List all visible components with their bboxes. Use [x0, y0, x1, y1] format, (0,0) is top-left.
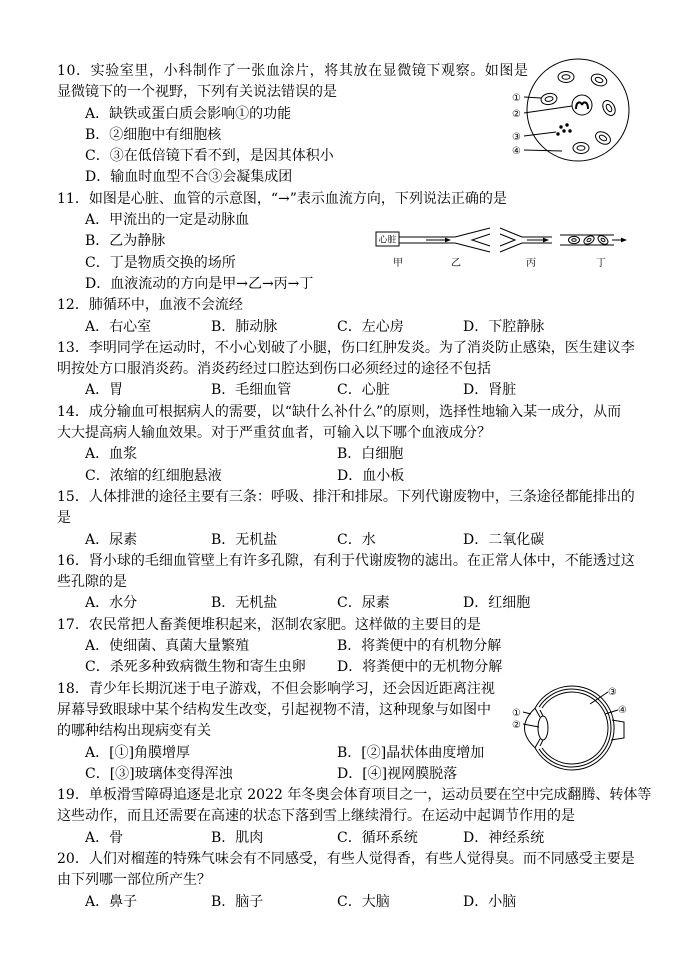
option-row [57, 636, 637, 657]
option-a: A．使细菌、真菌大量繁殖 [85, 638, 250, 655]
option-d: D．输血时血型不合③会凝集成团 [85, 169, 293, 186]
option-row [57, 380, 637, 401]
vessel-label-yi: 乙 [451, 258, 461, 269]
question-12 [57, 295, 637, 338]
figure-label-2: ② [512, 720, 521, 731]
option-row [57, 146, 637, 167]
option-d: D．将粪便中的无机物分解 [337, 659, 503, 676]
vessel-label-ding: 丁 [596, 258, 606, 269]
question-15 [57, 487, 637, 551]
option-b: B．肺动脉 [211, 318, 278, 335]
option-row [57, 231, 637, 252]
question-list [57, 61, 652, 913]
option-b: B．肌肉 [211, 829, 264, 846]
question-stem-line: 15．人体排泄的途径主要有三条：呼吸、排汗和排尿。下列代谢废物中，三条途径都能排出的 [57, 488, 635, 505]
question-stem-line: 屏幕导致眼球中某个结构发生改变，引起视物不清，这种现象与如图中 [57, 701, 491, 718]
vessel-label-bing: 丙 [526, 258, 536, 269]
option-b: B．将粪便中的有机物分解 [337, 638, 502, 655]
question-16 [57, 551, 637, 615]
option-d: D．下腔静脉 [463, 318, 545, 335]
option-row [57, 125, 637, 146]
option-d: D．血液流动的方向是甲→乙→丙→丁 [85, 275, 314, 292]
option-c: C．心脏 [337, 382, 390, 399]
option-a: A．骨 [85, 829, 124, 846]
option-a: A．尿素 [85, 531, 138, 548]
figure-label-1: ① [512, 708, 521, 719]
question-20 [57, 849, 637, 913]
question-11 [57, 189, 637, 295]
option-c: C．左心房 [337, 318, 404, 335]
figure-label-3: ③ [608, 687, 617, 698]
option-row [57, 253, 637, 274]
vessel-label-jia: 甲 [393, 258, 403, 269]
question-14 [57, 402, 637, 487]
option-b: B．②细胞中有细胞核 [85, 126, 222, 143]
option-row [57, 167, 637, 188]
option-row [57, 317, 637, 338]
figure-label-4: ④ [512, 146, 521, 157]
option-row [57, 530, 637, 551]
option-a: A．缺铁或蛋白质会影响①的功能 [85, 105, 292, 122]
figure-label-2: ② [512, 109, 521, 120]
option-b: B．[②]晶状体曲度增加 [337, 744, 485, 761]
option-row [57, 764, 637, 785]
question-stem-line: 明按处方口服消炎药。消炎药经过口腔达到伤口必须经过的途径不包括 [57, 361, 491, 378]
option-b: B．白细胞 [337, 446, 404, 463]
question-stem-line: 些孔隙的是 [57, 574, 127, 591]
question-stem-line: 18．青少年长期沉迷于电子游戏，不但会影响学习，还会因近距离注视 [57, 680, 495, 697]
question-stem-line: 大大提高病人输血效果。对于严重贫血者，可输入以下哪个血液成分？ [57, 425, 491, 442]
question-stem-line: 显微镜下的一个视野，下列有关说法错误的是 [57, 84, 337, 101]
figure-label-1: ① [512, 93, 521, 104]
question-stem-line: 这些动作，而且还需要在高速的状态下落到雪上继续滑行。在运动中起调节作用的是 [57, 808, 575, 825]
question-stem-line: 由下列哪一部位所产生？ [57, 872, 211, 889]
option-b: B．脑子 [211, 893, 264, 910]
question-stem-line: 14．成分输血可根据病人的需要，以“缺什么补什么”的原则，选择性地输入某一成分，从而 [57, 403, 622, 420]
question-stem-line: 17．农民常把人畜粪便堆积起来，沤制农家肥。这样做的主要目的是 [57, 616, 481, 633]
question-19 [57, 785, 652, 849]
question-stem-line: 16．肾小球的毛细血管壁上有许多孔隙，有利于代谢废物的滤出。在正常人体中，不能透过这 [57, 552, 635, 569]
option-d: D．肾脏 [463, 382, 517, 399]
option-a: A．[①]角膜增厚 [85, 744, 191, 761]
option-d: D．二氧化碳 [463, 531, 545, 548]
question-stem-line: 的哪种结构出现病变有关 [57, 723, 211, 740]
option-c: C．丁是物质交换的场所 [85, 254, 236, 271]
option-c: C．杀死多种致病微生物和寄生虫卵 [85, 659, 306, 676]
question-stem-line: 19．单板滑雪障碍追逐是北京 2022 年冬奥会体育项目之一，运动员要在空中完成翻腾、转体等 [57, 787, 652, 804]
option-row [57, 466, 637, 487]
option-row [57, 593, 637, 614]
option-c: C．水 [337, 531, 376, 548]
question-stem-line: 10．实验室里，小科制作了一张血涂片，将其放在显微镜下观察。如图是 [57, 63, 529, 79]
heart-label: 心脏 [378, 235, 397, 246]
question-13 [57, 338, 637, 402]
option-c: C．③在低倍镜下看不到，是因其体积小 [85, 148, 334, 165]
question-stem-line: 11．如图是心脏、血管的示意图，“→”表示血流方向，下列说法正确的是 [57, 190, 507, 207]
option-c: C．[③]玻璃体变得浑浊 [85, 765, 233, 782]
option-c: C．尿素 [337, 595, 390, 612]
question-stem-line: 是 [57, 510, 71, 527]
option-row [57, 444, 637, 465]
option-c: C．大脑 [337, 893, 390, 910]
option-d: D．神经系统 [463, 829, 545, 846]
question-stem-line: 12．肺循环中，血液不会流经 [57, 297, 243, 314]
option-c: C．循环系统 [337, 829, 418, 846]
option-a: A．胃 [85, 382, 124, 399]
question-stem-line: 13．李明同学在运动时，不小心划破了小腿，伤口红肿发炎。为了消炎防止感染，医生建议李 [57, 339, 635, 356]
option-row [57, 274, 637, 295]
option-d: D．红细胞 [463, 595, 531, 612]
option-a: A．右心室 [85, 318, 152, 335]
option-a: A．甲流出的一定是动脉血 [85, 212, 250, 229]
option-d: D．血小板 [337, 467, 405, 484]
option-row [57, 104, 637, 125]
question-10 [57, 61, 637, 189]
figure-label-4: ④ [618, 705, 627, 716]
option-c: C．浓缩的红细胞悬液 [85, 467, 222, 484]
question-18 [57, 679, 637, 785]
option-a: A．鼻子 [85, 893, 138, 910]
option-a: A．水分 [85, 595, 138, 612]
figure-label-3: ③ [512, 132, 521, 143]
option-b: B．无机盐 [211, 531, 278, 548]
option-b: B．无机盐 [211, 595, 278, 612]
option-row [57, 828, 637, 849]
option-row [57, 743, 637, 764]
question-stem-line: 20．人们对榴莲的特殊气味会有不同感受，有些人觉得香，有些人觉得臭。而不同感受主要是 [57, 850, 635, 867]
option-b: B．毛细血管 [211, 382, 292, 399]
option-b: B．乙为静脉 [85, 233, 166, 250]
option-row [57, 210, 637, 231]
option-a: A．血浆 [85, 446, 138, 463]
question-17 [57, 615, 637, 679]
option-row [57, 657, 637, 678]
option-row [57, 892, 637, 913]
option-d: D．[④]视网膜脱落 [337, 765, 458, 782]
option-d: D．小脑 [463, 893, 517, 910]
